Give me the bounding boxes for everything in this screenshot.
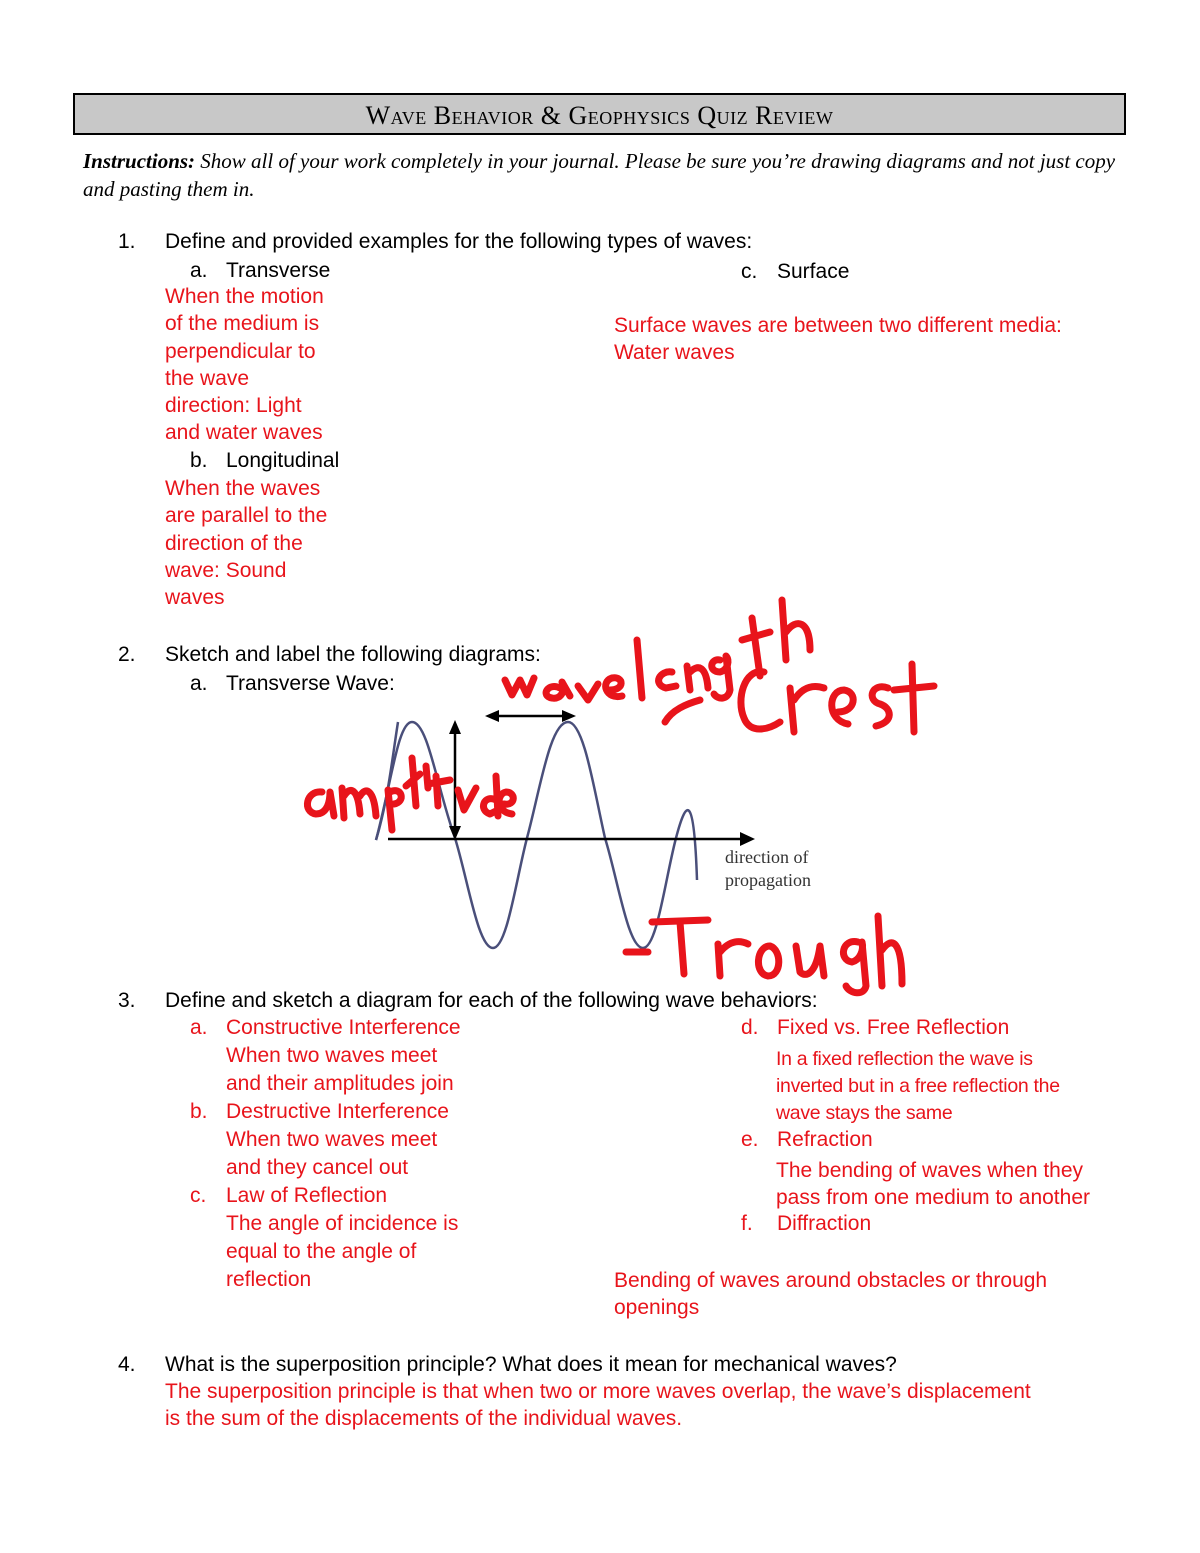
answer-line: is the sum of the displacements of the individual waves.	[165, 1407, 683, 1430]
q4-number: 4.	[118, 1353, 136, 1376]
answer-line: reflection	[226, 1268, 312, 1291]
axis-label-line2: propagation	[725, 870, 811, 890]
answer-line: When the waves	[165, 477, 321, 500]
answer-line: When the motion	[165, 285, 324, 308]
q3a-item	[190, 1014, 461, 1098]
q3d-marker: d.	[741, 1016, 759, 1039]
q3c-label: Law of Reflection	[226, 1184, 388, 1207]
q2a-label: Transverse Wave:	[226, 672, 395, 695]
answer-line: The superposition principle is that when two or more waves overlap, the wave’s displacement	[165, 1380, 1031, 1403]
q3e-marker: e.	[741, 1128, 759, 1151]
answer-line: and they cancel out	[226, 1156, 409, 1179]
q4-text: What is the superposition principle? What does it mean for mechanical waves?	[165, 1353, 897, 1376]
answer-line: pass from one medium to another	[776, 1186, 1090, 1209]
answer-line: When two waves meet	[226, 1128, 438, 1151]
q1-number: 1.	[118, 230, 136, 253]
page-title: Wave Behavior & Geophysics Quiz Review	[365, 101, 834, 130]
answer-line: In a fixed reflection the wave is	[776, 1048, 1033, 1070]
q1a-marker: a.	[190, 259, 208, 282]
q3-left-column	[190, 1014, 461, 1294]
q1-text: Define and provided examples for the following types of waves:	[165, 230, 753, 253]
answer-line: and their amplitudes join	[226, 1072, 454, 1095]
instructions-text: Show all of your work completely in your journal. Please be sure you’re drawing diagrams and not just copy and pasting them in.	[83, 149, 1116, 201]
amplitude-arrowhead-top	[449, 720, 461, 734]
answer-line: Water waves	[614, 341, 735, 365]
answer-line: of the medium is	[165, 312, 320, 336]
answer-line: direction: Light	[165, 394, 302, 418]
q3a-label: Constructive Interference	[226, 1016, 461, 1039]
q3e-answer	[776, 1157, 1090, 1211]
q3c-marker: c.	[190, 1184, 207, 1207]
q3b-item	[190, 1098, 461, 1182]
answer-line: are parallel to the	[165, 504, 328, 528]
q3-number: 3.	[118, 989, 136, 1012]
q1b-marker: b.	[190, 449, 208, 472]
answer-line: wave: Sound	[165, 558, 287, 582]
answer-line: the wave	[165, 366, 250, 390]
wave-curve	[376, 722, 697, 948]
handwritten-wavelength	[505, 600, 810, 700]
q2-text: Sketch and label the following diagrams:	[165, 643, 541, 666]
q3-text: Define and sketch a diagram for each of the following wave behaviors:	[165, 989, 818, 1012]
q1c-marker: c.	[741, 260, 758, 283]
wavelength-arrowhead-left	[485, 710, 499, 722]
instructions-label: Instructions:	[83, 149, 196, 173]
answer-line: direction of the	[165, 531, 303, 555]
answer-line: inverted but in a free reflection the	[776, 1075, 1060, 1097]
q3f-label: Diffraction	[777, 1212, 872, 1235]
answer-line: Bending of waves around obstacles or through	[614, 1269, 1048, 1292]
axis-arrowhead	[740, 832, 755, 846]
q1a-label: Transverse	[226, 259, 331, 282]
q3c-item	[190, 1182, 461, 1294]
q3b-marker: b.	[190, 1100, 208, 1123]
wave-curve-main	[376, 720, 677, 948]
answer-line: waves	[165, 586, 225, 610]
q3e-label: Refraction	[777, 1128, 873, 1151]
answer-line: and water waves	[165, 421, 323, 445]
q4-answer	[165, 1378, 1031, 1432]
axis-label-line1: direction of	[725, 847, 809, 867]
answer-line: The angle of incidence is	[226, 1212, 459, 1235]
answer-line: wave stays the same	[776, 1102, 953, 1124]
axis-label	[725, 846, 811, 892]
q3f-marker: f.	[741, 1212, 753, 1235]
handwritten-trough	[626, 916, 902, 993]
q3b-label: Destructive Interference	[226, 1100, 449, 1123]
q3d-answer	[776, 1046, 1060, 1127]
answer-line: When two waves meet	[226, 1044, 438, 1067]
q3f-answer	[614, 1267, 1047, 1321]
q1c-label: Surface	[777, 260, 850, 283]
q1b-label: Longitudinal	[226, 449, 340, 472]
answer-line: Surface waves are between two different media:	[614, 314, 1062, 337]
answer-line: openings	[614, 1296, 700, 1319]
handwritten-amplitude	[307, 758, 513, 830]
answer-line: perpendicular to	[165, 339, 316, 363]
answer-line: The bending of waves when they	[776, 1159, 1084, 1182]
q3d-label: Fixed vs. Free Reflection	[777, 1016, 1010, 1039]
wavelength-arrowhead-right	[562, 710, 576, 722]
answer-line: equal to the angle of	[226, 1240, 417, 1263]
q3a-marker: a.	[190, 1016, 208, 1039]
q2a-marker: a.	[190, 672, 208, 695]
q2-number: 2.	[118, 643, 136, 666]
